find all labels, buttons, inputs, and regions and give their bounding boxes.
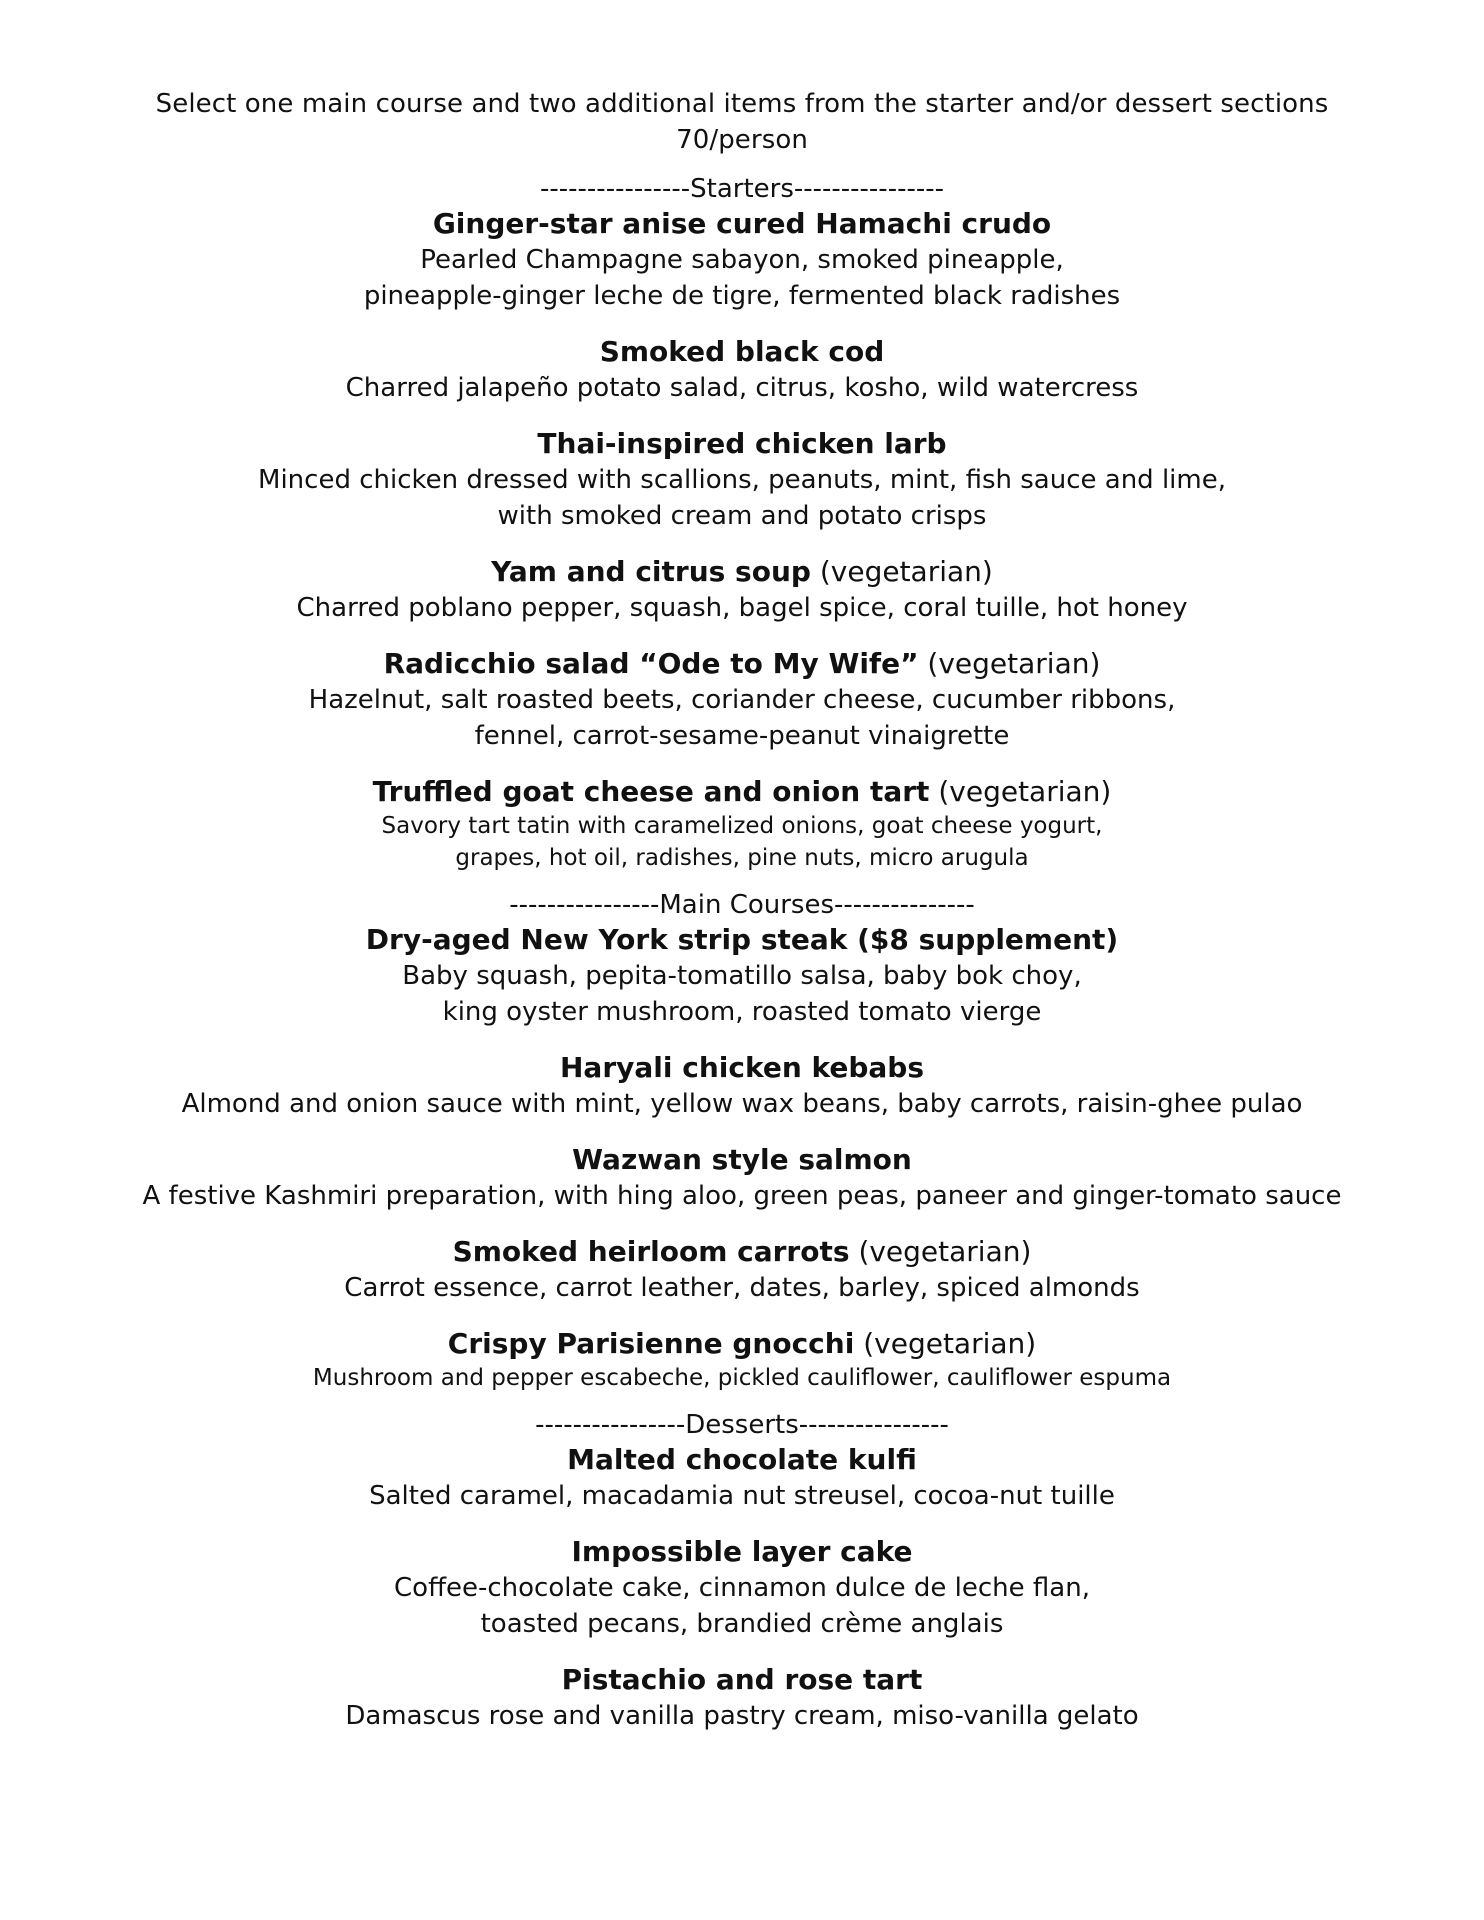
menu-item-description	[0, 1698, 1484, 1734]
description-line: Salted caramel, macadamia nut streusel, cocoa-nut tuille	[369, 1481, 1115, 1511]
menu-item-diet-note: (vegetarian)	[863, 1327, 1037, 1360]
menu-item-title	[0, 426, 1484, 462]
section-starters	[0, 172, 1484, 874]
menu-item-description	[0, 958, 1484, 1030]
menu-intro	[0, 86, 1484, 158]
menu-item	[0, 774, 1484, 874]
menu-item-title	[0, 774, 1484, 810]
menu-item-diet-note: (vegetarian)	[927, 647, 1101, 680]
menu-item-title	[0, 1234, 1484, 1270]
menu-item-description	[0, 462, 1484, 534]
menu-sections	[0, 172, 1484, 1734]
menu-item	[0, 426, 1484, 534]
description-line: toasted pecans, brandied crème anglais	[480, 1609, 1004, 1639]
menu-item-name: Ginger-star anise cured Hamachi crudo	[432, 207, 1052, 240]
menu-item-description	[0, 1478, 1484, 1514]
description-line: fennel, carrot-sesame-peanut vinaigrette	[474, 721, 1010, 751]
menu-item-title	[0, 646, 1484, 682]
menu-item	[0, 1142, 1484, 1214]
menu-item	[0, 334, 1484, 406]
description-line: Damascus rose and vanilla pastry cream, miso-vanilla gelato	[345, 1701, 1139, 1731]
menu-item-name: Impossible layer cake	[571, 1535, 913, 1568]
section-desserts	[0, 1408, 1484, 1734]
menu-item-title	[0, 922, 1484, 958]
menu-item-title	[0, 1662, 1484, 1698]
menu-item	[0, 206, 1484, 314]
description-line: Mushroom and pepper escabeche, pickled cauliflower, cauliflower espuma	[312, 1365, 1172, 1391]
description-line: Carrot essence, carrot leather, dates, barley, spiced almonds	[344, 1273, 1140, 1303]
menu-item	[0, 922, 1484, 1030]
menu-item	[0, 1234, 1484, 1306]
section-header: ----------------Main Courses---------------	[509, 890, 975, 920]
description-line: Charred poblano pepper, squash, bagel spice, coral tuille, hot honey	[296, 593, 1188, 623]
menu-item-title	[0, 1050, 1484, 1086]
menu-item-description	[0, 810, 1484, 874]
section-main-courses	[0, 888, 1484, 1394]
menu-item-diet-note: (vegetarian)	[858, 1235, 1032, 1268]
menu-item-diet-note: (vegetarian)	[819, 555, 993, 588]
menu-item-name: Wazwan style salmon	[572, 1143, 912, 1176]
description-line: Baby squash, pepita-tomatillo salsa, baby bok choy,	[402, 961, 1082, 991]
description-line: pineapple-ginger leche de tigre, fermented black radishes	[363, 281, 1121, 311]
menu-item	[0, 554, 1484, 626]
menu-item-name: Yam and citrus soup	[491, 555, 811, 588]
menu-item-title	[0, 1534, 1484, 1570]
selection-instructions: Select one main course and two additional items from the starter and/or dessert sections	[155, 89, 1329, 119]
menu-item	[0, 646, 1484, 754]
menu-item-description	[0, 370, 1484, 406]
menu-item-description	[0, 1086, 1484, 1122]
menu-item-name: Smoked black cod	[599, 335, 885, 368]
description-line: Coffee-chocolate cake, cinnamon dulce de leche flan,	[394, 1573, 1090, 1603]
description-line: Charred jalapeño potato salad, citrus, kosho, wild watercress	[345, 373, 1139, 403]
menu-item-name: Pistachio and rose tart	[561, 1663, 923, 1696]
description-line: Hazelnut, salt roasted beets, coriander cheese, cucumber ribbons,	[308, 685, 1176, 715]
menu-item-description	[0, 590, 1484, 626]
description-line: Minced chicken dressed with scallions, peanuts, mint, fish sauce and lime,	[258, 465, 1226, 495]
description-line: A festive Kashmiri preparation, with hing aloo, green peas, paneer and ginger-tomato sauce	[142, 1181, 1342, 1211]
menu-item-title	[0, 334, 1484, 370]
menu-item-description	[0, 682, 1484, 754]
menu-item-description	[0, 242, 1484, 314]
menu-item	[0, 1050, 1484, 1122]
description-line: Pearled Champagne sabayon, smoked pineapple,	[420, 245, 1064, 275]
menu-item	[0, 1534, 1484, 1642]
description-line: Almond and onion sauce with mint, yellow wax beans, baby carrots, raisin-ghee pulao	[181, 1089, 1303, 1119]
menu-item-description	[0, 1570, 1484, 1642]
menu-item-name: Malted chocolate kulfi	[567, 1443, 917, 1476]
menu-item-description	[0, 1178, 1484, 1214]
section-header: ----------------Starters----------------	[540, 174, 944, 204]
menu-item-name: Haryali chicken kebabs	[560, 1051, 924, 1084]
menu-item-title	[0, 206, 1484, 242]
menu-item-title	[0, 1326, 1484, 1362]
menu-item-description	[0, 1270, 1484, 1306]
section-header: ----------------Desserts----------------	[535, 1410, 949, 1440]
menu-item-name: Thai-inspired chicken larb	[537, 427, 947, 460]
menu-item-name: Crispy Parisienne gnocchi	[447, 1327, 855, 1360]
menu-item-description	[0, 1362, 1484, 1394]
menu-item-name: Truffled goat cheese and onion tart	[372, 775, 930, 808]
menu-item-title	[0, 1142, 1484, 1178]
description-line: grapes, hot oil, radishes, pine nuts, micro arugula	[455, 845, 1029, 871]
description-line: king oyster mushroom, roasted tomato vierge	[442, 997, 1042, 1027]
menu-item-title	[0, 554, 1484, 590]
menu-item-diet-note: (vegetarian)	[938, 775, 1112, 808]
menu-item-name: Dry-aged New York strip steak ($8 supplement)	[365, 923, 1119, 956]
description-line: Savory tart tatin with caramelized onions, goat cheese yogurt,	[381, 813, 1103, 839]
menu-item-name: Smoked heirloom carrots	[452, 1235, 850, 1268]
menu-item	[0, 1662, 1484, 1734]
description-line: with smoked cream and potato crisps	[497, 501, 987, 531]
menu-item	[0, 1442, 1484, 1514]
menu-item-title	[0, 1442, 1484, 1478]
menu-item	[0, 1326, 1484, 1394]
price-per-person: 70/person	[676, 125, 808, 155]
menu-item-name: Radicchio salad “Ode to My Wife”	[383, 647, 919, 680]
